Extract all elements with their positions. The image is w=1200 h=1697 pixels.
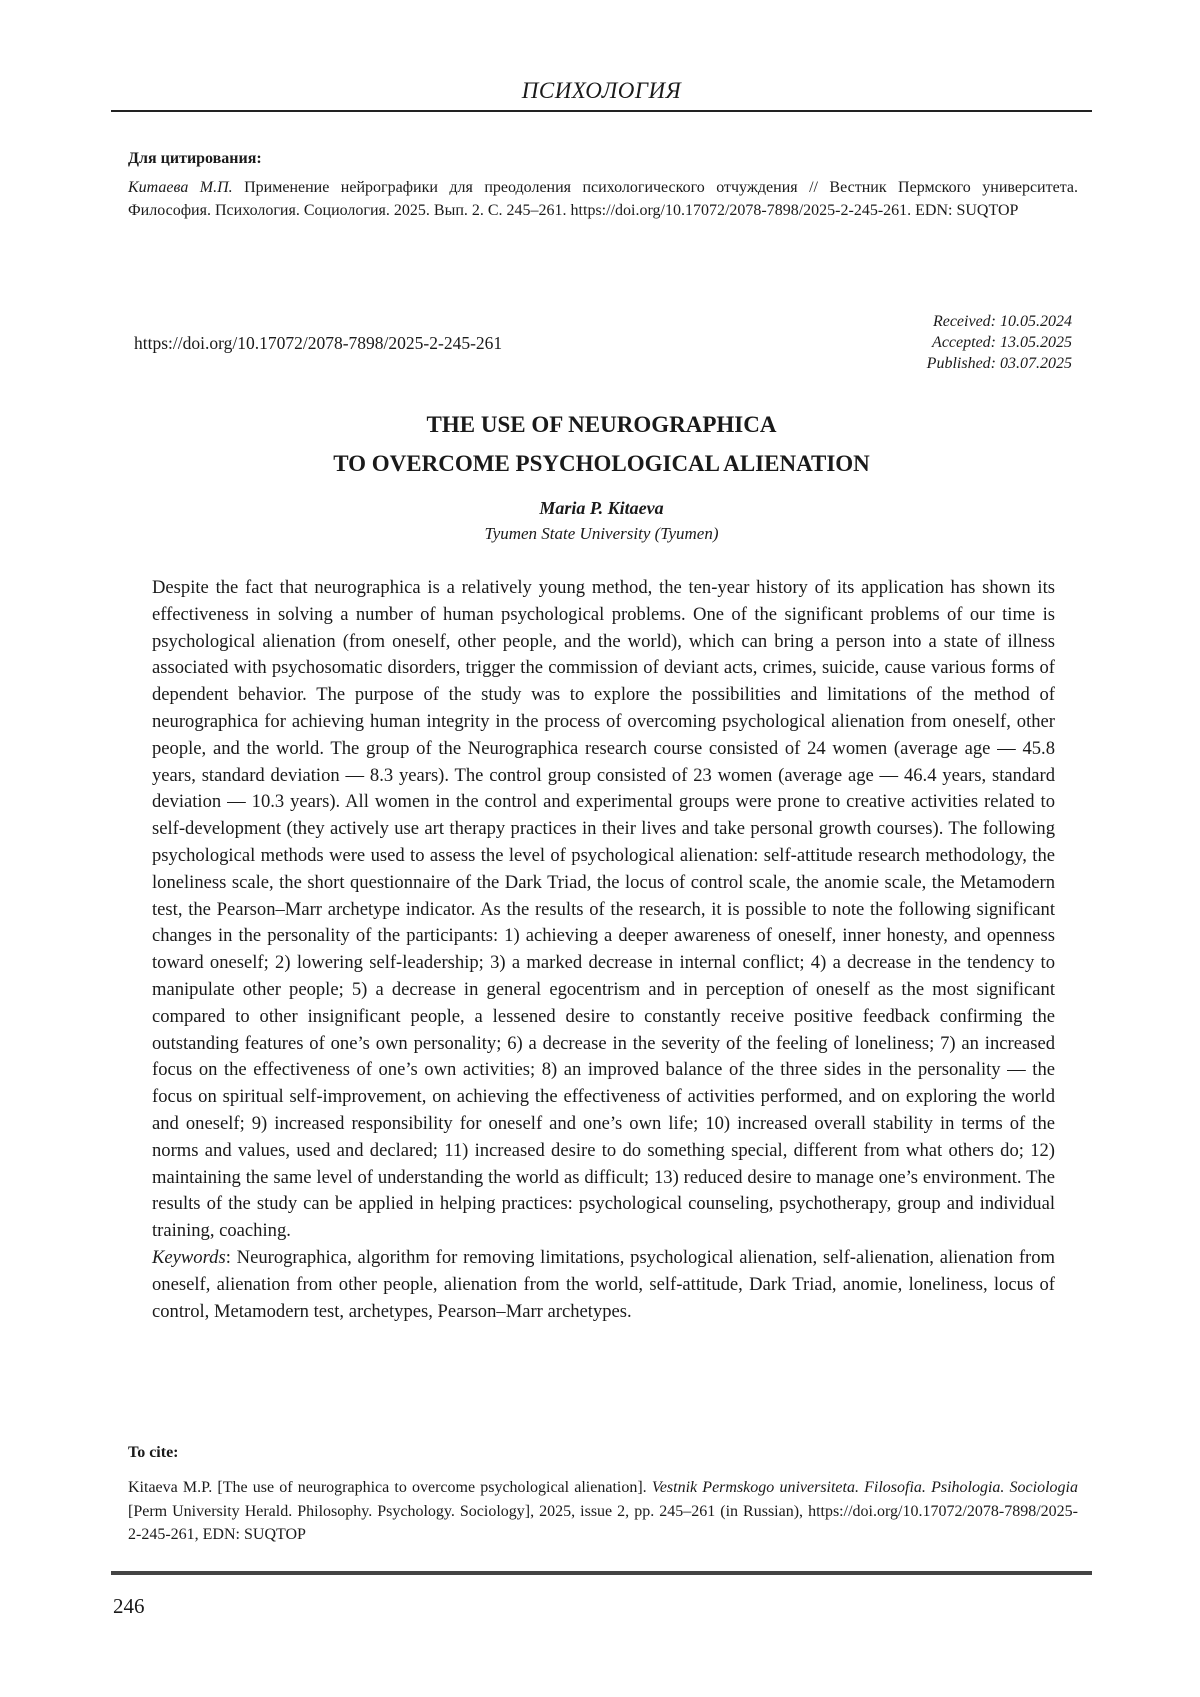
author-name: Maria P. Kitaeva — [111, 498, 1092, 519]
keywords — [152, 1245, 1055, 1325]
title-line-2: TO OVERCOME PSYCHOLOGICAL ALIENATION — [111, 444, 1092, 483]
citation-en-label: To cite: — [128, 1444, 179, 1462]
article-title — [111, 405, 1092, 483]
section-header: ПСИХОЛОГИЯ — [111, 78, 1092, 104]
citation-ru — [128, 176, 1078, 222]
citation-ru-text: Применение нейрографики для преодоления психологического отчуждения // Вестник Пермского университета. Философия. Психология. Социология. 2025. Вып. 2. С. 245–261. https://doi.org/10.17072/2078-7898/2025-2-245-261. EDN: SUQTOP — [128, 179, 1078, 219]
citation-en-part1: Kitaeva M.P. [The use of neurographica to overcome psychological alienation]. — [128, 1479, 652, 1496]
header-divider — [111, 110, 1092, 112]
footer-divider — [111, 1571, 1092, 1575]
keywords-label: Keywords — [152, 1247, 226, 1268]
article-dates — [927, 311, 1072, 374]
page-number: 246 — [113, 1594, 145, 1619]
doi-link[interactable]: https://doi.org/10.17072/2078-7898/2025-2-245-261 — [134, 333, 502, 354]
citation-en-journal: Vestnik Permskogo universiteta. Filosofia. Psihologia. Sociologia — [652, 1479, 1078, 1496]
affiliation: Tyumen State University (Tyumen) — [111, 524, 1092, 544]
received-date: Received: 10.05.2024 — [927, 311, 1072, 332]
citation-en-part2: [Perm University Herald. Philosophy. Psychology. Sociology], 2025, issue 2, pp. 245–261 (in Russian), https://doi.org/10.17072/2078-7898/2025-2-245-261, EDN: SUQTOP — [128, 1503, 1078, 1544]
citation-ru-author: Китаева М.П. — [128, 179, 233, 196]
accepted-date: Accepted: 13.05.2025 — [927, 332, 1072, 353]
citation-en — [128, 1476, 1078, 1547]
citation-ru-label: Для цитирования: — [128, 150, 262, 168]
abstract — [152, 575, 1055, 1325]
title-line-1: THE USE OF NEUROGRAPHICA — [111, 405, 1092, 444]
published-date: Published: 03.07.2025 — [927, 353, 1072, 374]
abstract-text: Despite the fact that neurographica is a relatively young method, the ten-year history of its application has shown its effectiveness in solving a number of human psychological problems. One of the significant problems of our time is psychological alienation (from oneself, other people, and the world), which can bring a person into a state of illness associated with psychosomatic disorders, trigger the commission of deviant acts, crimes, suicide, cause various forms of dependent behavior. The purpose of the study was to explore the possibilities and limitations of the method of neurographica for achieving human integrity in the process of overcoming psychological alienation from oneself, other people, and the world. The group of the Neurographica research course consisted of 24 women (average age — 45.8 years, standard deviation — 8.3 years). The control group consisted of 23 women (average age — 46.4 years, standard deviation — 10.3 years). All women in the control and experimental groups were prone to creative activities related to self-development (they actively use art therapy practices in their lives and take personal growth courses). The following psychological methods were used to assess the level of psychological alienation: self-attitude research methodology, the loneliness scale, the short questionnaire of the Dark Triad, the locus of control scale, the anomie scale, the Metamodern test, the Pearson–Marr archetype indicator. As the results of the research, it is possible to note the following significant changes in the personality of the participants: 1) achieving a deeper awareness of oneself, inner honesty, and openness toward oneself; 2) lowering self-leadership; 3) a marked decrease in internal conflict; 4) a decrease in the tendency to manipulate other people; 5) a decrease in general egocentrism and in perception of oneself as the most significant compared to other insignificant people, a lessened desire to constantly receive positive feedback confirming the outstanding features of one’s own personality; 6) a decrease in the severity of the feeling of loneliness; 7) an increased focus on the effectiveness of one’s own activities; 8) an improved balance of the three sides in the personality — the focus on spiritual self-improvement, on achieving the effectiveness of activities performed, and on exploring the world and oneself; 9) increased responsibility for oneself and one’s own life; 10) increased overall stability in terms of the norms and values, used and declared; 11) increased desire to do something special, different from what others do; 12) maintaining the same level of understanding the world as difficult; 13) reduced desire to manage one’s environment. The results of the study can be applied in helping practices: psychological counseling, psychotherapy, group and individual training, coaching. — [152, 575, 1055, 1245]
keywords-text: : Neurographica, algorithm for removing limitations, psychological alienation, self-alienation, alienation from oneself, alienation from other people, alienation from the world, self-attitude, Dark Triad, anomie, loneliness, locus of control, Metamodern test, archetypes, Pearson–Marr archetypes. — [152, 1247, 1055, 1322]
